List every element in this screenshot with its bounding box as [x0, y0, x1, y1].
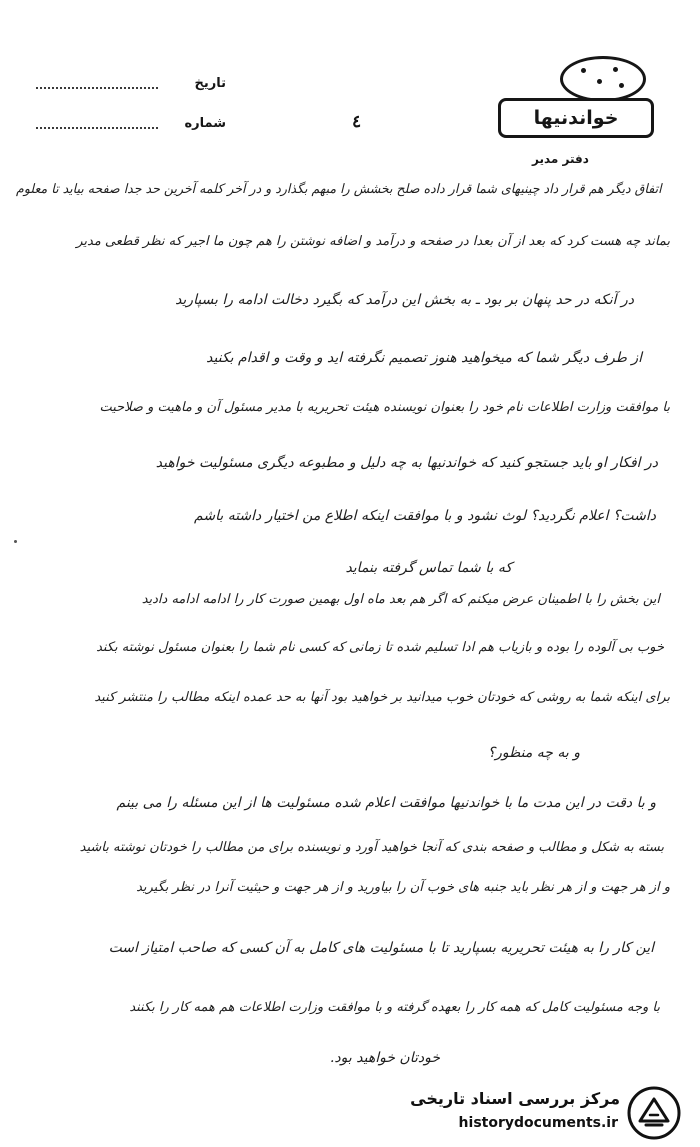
letter-line: بماند چه هست کرد که بعد از آن بعدا در صفحه و درآمد و اضافه نوشتن را هم چون ما اجیر که نظر قطعی مدیر	[76, 234, 670, 249]
date-dotted-line	[36, 87, 158, 89]
logo-nameplate	[498, 98, 654, 138]
archive-emblem-icon	[626, 1085, 682, 1141]
page-number: ٤	[352, 112, 362, 132]
logo-text: خواندنیها	[533, 107, 619, 129]
letter-line: خوب بی آلوده را بوده و بازیاب هم ادا تسلیم شده تا زمانی که کسی نام شما را بعنوان مسئول نوشته بکند	[96, 640, 664, 655]
letter-line: داشت؟ اعلام نگردید؟ لوث نشود و با موافقت اینکه اطلاع من اختیار داشته باشم	[194, 508, 656, 524]
magazine-logo	[494, 56, 662, 148]
letter-line: خودتان خواهید بود.	[329, 1050, 440, 1066]
letter-line: و با دقت در این مدت ما با خواندنیها موافقت اعلام شده مسئولیت ها از این مسئله را می بینم	[116, 795, 656, 811]
number-dotted-line	[36, 127, 158, 129]
watermark-title: مرکز بررسی اسناد تاریخی	[410, 1089, 620, 1108]
number-field	[36, 116, 226, 138]
office-subtitle: دفتر مدیر	[532, 152, 589, 166]
watermark-url: historydocuments.ir	[458, 1115, 618, 1131]
letter-line: این کار را به هیئت تحریریه بسپارید تا با مسئولیت های کامل به آن کسی که صاحب امتیاز است	[108, 940, 654, 956]
number-label: شماره	[184, 116, 226, 131]
letter-line: این بخش را با اطمینان عرض میکنم که اگر هم بعد ماه اول بهمین صورت کار را ادامه ادامه دادید	[141, 592, 660, 607]
logo-oval-emblem	[560, 56, 646, 102]
letter-line: که با شما تماس گرفته بنماید	[345, 560, 512, 576]
letter-line: با وجه مسئولیت کامل که همه کار را بعهده گرفته و با موافقت وزارت اطلاعات هم همه کار را بکنند	[129, 1000, 660, 1015]
letter-line: و به چه منظور؟	[487, 745, 580, 761]
date-label: تاریخ	[194, 76, 226, 91]
letter-line: اتفاق دیگر هم قرار داد چینیهای شما قرار داده صلح بخشش را مبهم بگذارد و در آخر کلمه آخرین حد جدا صفحه بیاید تا معلوم	[16, 182, 662, 197]
letter-line: در آنکه در حد پنهان بر بود ـ به بخش این درآمد که بگیرد دخالت ادامه را بسپارید	[175, 292, 634, 308]
letter-line: در افکار او باید جستجو کنید که خواندنیها به چه دلیل و مطبوعه دیگری مسئولیت خواهید	[155, 455, 658, 471]
margin-mark	[14, 540, 17, 543]
letter-line: بسته به شکل و مطالب و صفحه بندی که آنجا خواهید آورد و نویسنده برای من مطالب را خودتان نوشته باشید	[79, 840, 664, 855]
letter-line: از طرف دیگر شما که میخواهید هنوز تصمیم نگرفته اید و وقت و اقدام بکنید	[206, 350, 642, 366]
date-field	[36, 76, 226, 98]
letter-line: با موافقت وزارت اطلاعات نام خود را بعنوان نویسنده هیئت تحریریه با مدیر مسئول آن و ماهیت و صلاحیت	[99, 400, 670, 415]
letter-line: برای اینکه شما به روشی که خودتان خوب میدانید بر خواهید بود آنها به حد عمده اینکه مطالب را منتشر کنید	[94, 690, 670, 705]
letter-line: و از هر جهت و از هر نظر باید جنبه های خوب آن را بیاورید و از هر جهت و حیثیت آنرا در نظر بگیرید	[136, 880, 670, 895]
